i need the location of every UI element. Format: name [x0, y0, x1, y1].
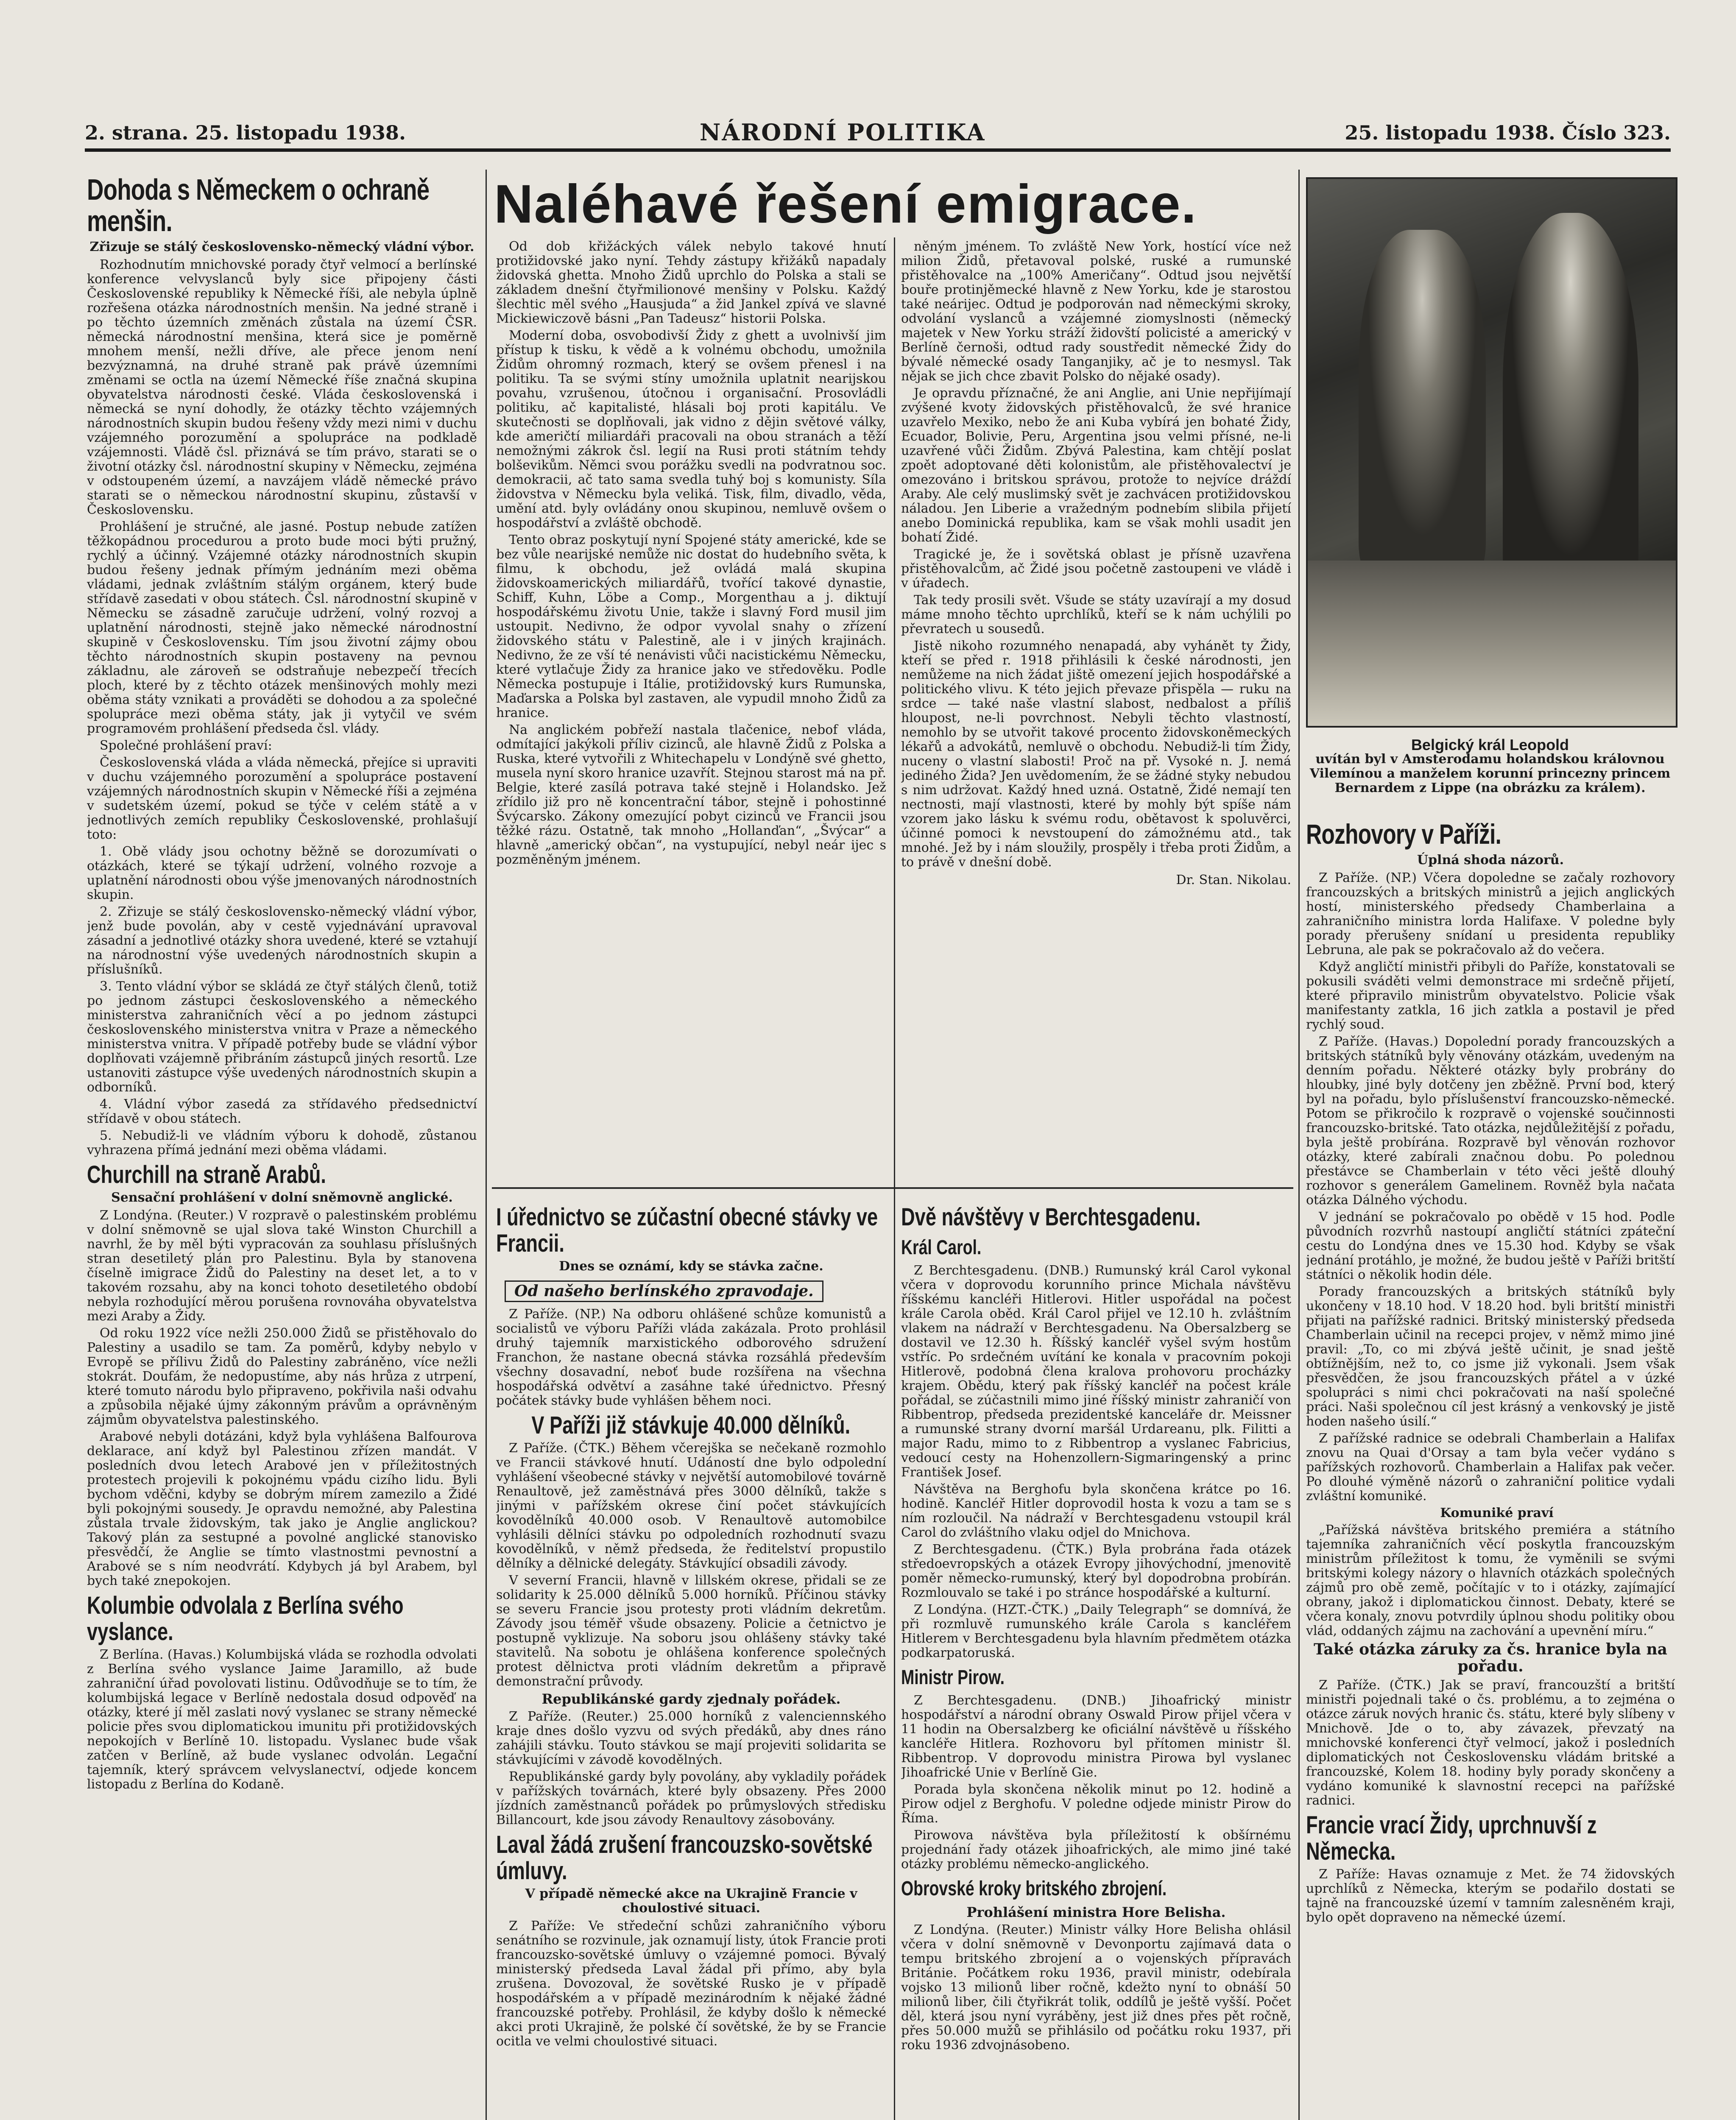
paragraph: V jednání se pokračovalo po obědě v 15 hod. Podle původních rozvrhů nastoupí angličtí státníci zpáteční cestu do Londýna dnes ve 15.30 hod. Kdyby se však jednání protáhlo, je možné, že budou ještě v Paříži britští státníci o několik hodin déle. [1306, 1210, 1675, 1282]
paragraph: „Pařížská návštěva britského premiéra a státního tajemníka zahraničních věcí poskytla francouzským ministrům příležitost k tomu, že vyměnili se svými britskými kolegy názory o hlavních otázkách společných zájmů pro obě země, počítajíc v to i otázky, zajímající obrany, jakož i diplomatickou činnost. Debaty, které se včera konaly, znovu potvrdily úplnou shodu politiky obou vlád, oddaných zájmu na zachování a upevnění míru.“ [1306, 1523, 1675, 1638]
column-3a [901, 1200, 1291, 2120]
column-4 [1306, 818, 1675, 2120]
subhead-strike-announcement: Dnes se oznámí, kdy se stávka začne. [559, 1259, 823, 1274]
paragraph: Společné prohlášení praví: [100, 738, 272, 753]
headline-minority-agreement: Dohoda s Německem o ochraně menšin. [87, 174, 430, 237]
column-2a [496, 240, 886, 1183]
paragraph: 1. Obě vlády jsou ochotny běžně se dorozumívati o otázkách, které se týkají udržení, volného rozvoje a uplatnění národnosti obou výše jmenovaných národnostních skupin. [87, 844, 477, 902]
column-divider [486, 170, 487, 2120]
paragraph: Z Berchtesgadenu. (DNB.) Jihoafrický ministr hospodářství a národní obrany Oswald Pirow přijel včera v 11 hodin na Obersalzberg ke oficiální návštěvě u říšského kancléře Hitlera. Rozhovoru byl přítomen ministr šl. Ribbentrop. V doprovodu ministra Pirowa byl vyslanec Jihoafrické Unie v Berlíně Gie. [901, 1693, 1291, 1780]
headline-paris-talks: Rozhovory v Paříži. [1306, 818, 1502, 850]
photo-figure [1359, 230, 1486, 577]
paragraph: Z Londýna. (Reuter.) V rozpravě o palestinském problému v dolní sněmovně se ujal slova také Winston Churchill a navrhl, že by měl býti vypracován za souhlasu příslušných stran desetiletý plán pro Palestinu. Byla by stanovena číselně imigrace Židů do Palestiny na deset let, a to v takovém rozsahu, aby na konci tohoto desetiletého období nebyla rozhodující měrou porušena rovnováha obyvatelstva mezi Araby a Židy. [87, 1208, 477, 1324]
headline-churchill: Churchill na straně Arabů. [87, 1161, 326, 1188]
paragraph: Tragické je, že i sovětská oblast je přísně uzavřena přistěhovalcům, ač Židé jsou početně zastoupeni ve vládě i v úřadech. [901, 547, 1291, 591]
paragraph: Z Paříže. (ČTK.) Jak se praví, francouzští a britští ministři pojednali také o čs. problému, a to zejména o otázce záruk nových hranic čs. státu, které byly slíbeny v Mnichově. Jde o to, aby závazek, převzatý na mnichovské konferenci čtyř velmocí, jakož i posledních diplomatických not Československu vládám britské a francouzské, Kolem 18. hodiny byly porady skončeny a vydáno komuniké k slavnostní recepci na pařížské radnici. [1306, 1678, 1675, 1808]
subhead-guarantee: Také otázka záruky za čs. hranice byla na pořadu. [1314, 1640, 1667, 1675]
caption-title: Belgický král Leopold [1411, 736, 1569, 753]
paragraph: Republikánské gardy byly povolány, aby vykladily pořádek v pařížských továrnách, které byly obsazeny. Přes 2000 jízdních zaměstnanců pořádek po průmyslových středisku Billancourt, kde jsou závody Renaultovy zásobovány. [496, 1769, 886, 1827]
article-churchill [87, 1208, 477, 1588]
column-divider [1298, 170, 1300, 2120]
photo-king-leopold [1306, 177, 1677, 728]
paragraph: Z Berlína. (Havas.) Kolumbijská vláda se rozhodla odvolati z Berlína svého vyslance Jaime Jaramillo, až bude zahraniční úřad povolovati listinu. Odůvodňuje se to tím, že kolumbijská legace v Berlíně nedostala dosud odpověď na otázky, které jí měl zaslati nový vyslanec se strany německé policie přes svou diplomatickou imunitu při protižidovských nepokojích v Berlíně 10. listopadu. Vyslanec bude však zatčen v Berlíně, až bude vyslanec odvolán. Legační tajemník, který správcem velvyslanectví, odjede koncem listopadu z Berlína do Kodaně. [87, 1647, 477, 1792]
subhead-laval: V případě německé akce na Ukrajině Francie v choulostivé situaci. [525, 1886, 857, 1916]
paragraph: Na anglickém pobřeží nastala tlačenice, nebof vláda, odmítající jakýkoli příliv cizinců, ale hlavně Židů z Polska a Ruska, které vytvořili z Whitechapelu v Londýně své ghetto, musela nyní skoro hranice uzavřít. Stejnou starost má na př. Belgie, které zasílá potrava také stejně i Holandsko. Jež zřídilo již pro ně koncentrační tábor, stejně i pohostinné Švýcarsko. Zákony omezující pobyt cizinců ve Francii jsou těžké rázu. Ostatně, tak mnoho „Hollanďan“, „Švýcar“ a hlavně „americký občan“, na vystupující, nebyl neár ijec s pozměněným jménem. [496, 722, 886, 867]
article-guarantee [1306, 1678, 1675, 1808]
headline-laval: Laval žádá zrušení francouzsko-sovětské úmluvy. [496, 1831, 873, 1885]
article-officials-strike [496, 1307, 886, 1408]
headline-colombia: Kolumbie odvolala z Berlína svého vyslance. [87, 1592, 404, 1646]
paragraph: Z Paříže. (NP.) Včera dopoledne se začaly rozhovory francouzských a britských ministrů a jejich anglických hostí, ministerského předsedy Chamberlaina a zahraničního ministra lorda Halifaxe. V poledne byly porady přerušeny snídaní u presidenta republiky Lebruna, ale pak se pokračovalo až do večera. [1306, 870, 1675, 957]
article-laval [496, 1919, 886, 2049]
paragraph: Rozhodnutím mnichovské porady čtyř velmocí a berlínské konference velvyslanců byly sice připojeny části Československé republiky k Německé říši, ale nebyla úplně rozřešena otázka národnostních menšin. Na jedné straně i po těchto územních změnách zůstala na území ČSR. německá národnostní menšina, která sice je poměrně mnohem menší, nežli dříve, ale přece jenom není bezvýznamná, na druhé straně pak právě územními změnami se octla na území Německé říše značná skupina obyvatelstva národnosti české. Vláda československá i německá se nyní dohodly, že otázky těchto vzájemných národnostních skupin budou řešeny vždy mezi nimi v duchu vzájemného porozumění a spolupráce na podkladě vzájemnosti. Vládě čsl. přiznává se tím právo, starati se o životní otázky čsl. národnostní skupiny v Německu, zejména v odstoupeném území, a navzájem vládě německé právo starati se o německou národnostní skupinu, zůstavší v Československu. [87, 257, 477, 517]
paragraph: Z Berchtesgadenu. (ČTK.) Byla probrána řada otázek středoevropských a otázek Evropy jihovýchodní, jmenovitě poměr německo-rumunský, který byl dopodrobna probírán. Rozmlouvalo se také i po stránce hospodářské a kulturní. [901, 1542, 1291, 1600]
paragraph: Z Paříže: Ve středeční schůzi zahraničního výboru senátního se rozvinule, jak oznamují listy, útok Francie proti francouzsko-sovětské úmluvy o vzájemné pomoci. Bývalý ministerský předseda Laval žádal při přímo, aby byla zrušena. Dovozoval, že sovětské Rusko je v případě hospodářském a v případě mezinárodním k nějaké žádné francouzské potřeby. Prohlásil, že kdyby došlo k německé akci proti Ukrajině, že polské čí sovětské, že by se Francie ocitla ve velmi choulostivé situaci. [496, 1919, 886, 2049]
caption-text: uvítán byl v Amsterodamu holandskou královnou Vilemínou a manželem korunní princezny princem Bernardem z Lippe (na obrázku za králem). [1309, 752, 1671, 795]
article-paris-strike [496, 1441, 886, 1689]
paragraph: Z Paříže. (Reuter.) 25.000 horníků z valenciennského kraje dnes došlo vyzvu od svých předáků, aby dnes ráno zahájili stávku. Touto stávkou se mají projeviti solidarita se stávkujícími v závodě kovodělných. [496, 1709, 886, 1767]
subhead-committee: Zřizuje se stálý československo-německý vládní výbor. [89, 240, 474, 254]
article-emigration-part2 [901, 240, 1291, 870]
column-1 [87, 174, 477, 2120]
article-king-carol [901, 1264, 1291, 1660]
paragraph: Jistě nikoho rozumného nenapadá, aby vyhánět ty Židy, kteří se před r. 1918 přihlásili k české národnosti, jen nemůžeme na nich žádat jiště omezení jejich hospodářské a politického vlivu. K této jejich převaze přispěla — ruku na srdce — také naše vlastní slabost, nedbalost a příliš hloupost, ne-li povrchnost. Nebyli těchto vlastností, nemohlo by se utvořit takové procento židovskoněmeckých lékařů a advokátů, nemluvě o obchodu. Nebudiž-li tím Židy, nuceny o vlastní slabosti! Proč na př. Vysoké n. J. nemá jediného Žida? Jen uvědomením, že se žádné styky nebudou s nim udržovat. Každý hned uzná. Ostatně, Židé nemají ten nectnosti, mají vlastnosti, které by mohly být spíše nám vzorem jako lásku k svému rodu, obětavost k spoluvěrci, účinné pomoci k nevstoupení do zámožnému atd., tak mnohé. Jež by i nám sloužily, prospěly i třeba proti Židům, a to právě v dnešní době. [901, 639, 1291, 870]
article-pirow [901, 1693, 1291, 1872]
masthead [85, 119, 1671, 152]
subhead-guards: Republikánské gardy zjednaly pořádek. [541, 1691, 841, 1707]
headline-pirow: Ministr Pirow. [901, 1666, 1005, 1689]
author-signature: Dr. Stan. Nikolau. [1176, 873, 1291, 887]
paragraph: Tak tedy prosili svět. Všude se státy uzavírají a my dosud máme mnoho těchto uprchlíků, kteří se k nám uchýlili po převratech u sousedů. [901, 593, 1291, 636]
paragraph: Z Paříže. (Havas.) Dopolední porady francouzských a britských státníků byly věnovány otázkám, uvedeným na denním pořadu. Některé otázky byly probrány do hloubky, jiné byly dotčeny jen zběžně. První bod, který byl na pořadu, bylo příslušenství francouzsko-německé. Potom se přikročilo k rozpravě o vojenské součinnosti francouzsko-britské. Tato otázka, nejdůležitější z pořadu, byla ještě probírána. Rozpravě byl věnován rozhovor otázky, které zabírali značnou dobu. Po polednou přestávce se Chamberlain v této věci ještě dlouhý rozhovor s generálem Gamelinem. Rovněž byla načata otázka Dálného východu. [1306, 1034, 1675, 1208]
paragraph: Z Paříže. (NP.) Na odboru ohlášené schůze komunistů a socialistů ve výboru Paříži vláda zakázala. Proto prohlásil druhý tajemník marxistického odborového sdružení Franchon, že nastane obecná stávka rozsáhlá především všechny dosavadní, neboť bude rozšířena na všechna hospodářská odvětví a zasáhne také úřednictvo. Přesný počátek stávky bude vyhlášen během noci. [496, 1307, 886, 1408]
article-paris-talks [1306, 871, 1675, 1638]
photo-figure [1503, 213, 1638, 594]
headline-officials-strike: I úřednictvo se zúčastní obecné stávky ve Francii. [496, 1203, 878, 1257]
paragraph: Z Berchtesgadenu. (DNB.) Rumunský král Carol vykonal včera v doprovodu korunního prince Michala návštěvu říšskému kancléři Hitlerovi. Hitler uspořádal na počest krále Carola oběd. Král Carol přijel ve 12.10 h. zvláštním vlakem na nádraží v Berchtesgadenu. Na Obersalzberg se dostavil ve 12.30 h. Říšský kancléř vyšel svým hostům vstříc. Po srdečném uvítání ke konala v pracovním pokoji Hitlerově, podobná člena kralova prohovoru procházky krajem. Obědu, který pak říšský kancléř na počest krále pořádal, se zúčastnili mimo jiné říšský ministr zahraničí von Ribbentrop, předseda prezidentské kanceláře dr. Meissner a rumunské strany dvorní maršál Urdareanu, plk. Filitti a major Radu, mimo to z Ribbentrop a vyslanec Fabricius, vedoucí cesty na Hohenzollern-Sigmaringenský a princ František Josef. [901, 1263, 1291, 1480]
paragraph: Od dob křižáckých válek nebylo takové hnutí protižidovské jako nyní. Tehdy zástupy křižáků napadaly židovská ghetta. Mnoho Židů uprchlo do Polska a stali se základem dnešní čtyřmilionové menšiny v Polsku. Každý šlechtic měl svého „Hausjuda“ a žid Jankel zpívá ve slavné Mickiewiczově básni „Pan Tadeusz“ historii Polska. [496, 240, 886, 326]
headline-france-returns-jews: Francie vrací Židy, uprchnuvší z Německa. [1306, 1811, 1597, 1865]
headline-king-carol: Král Carol. [901, 1236, 982, 1259]
article-minority-agreement [87, 258, 477, 1158]
headline-berchtesgaden: Dvě návštěvy v Berchtesgadenu. [901, 1203, 1201, 1231]
banner-headline: Naléhavé řešení emigrace. [494, 174, 1197, 234]
paragraph: Porady francouzských a britských státníků byly ukončeny v 18.10 hod. V 18.20 hod. byli britští ministři přijati na pařížské radnici. Britský ministerský předseda Chamberlain učinil na recepci projev, v němž mimo jiné pravil: „To, co mi zbývá ještě učinit, je snad ještě obtížnějším, než to, co jsme již vykonali. Jsem však přesvědčen, že jsou francouzských přátel a v úzké spolupráci s nimi chci pokračovati na naší společné práci. Naši společnou cíl jest krásný a venkovský je jistě hoden našeho úsilí.“ [1306, 1284, 1675, 1429]
photo-foreground [1308, 561, 1676, 726]
masthead-left: 2. strana. 25. listopadu 1938. [85, 121, 406, 144]
paragraph: 3. Tento vládní výbor se skládá ze čtyř stálých členů, totiž po jednom zástupci československého a německého ministerstva zahraničních věcí a po jednom zástupci československého ministerstva vnitra v Praze a německého ministerstva vnitra. V případě potřeby bude se vládní výbor doplňovati vzájemně přibráním zástupců jiných resortů. Lze ustanoviti zástupce výše uvedených národnostních skupin a odborníků. [87, 979, 477, 1095]
photo-caption [1306, 738, 1674, 795]
newspaper-title: NÁRODNÍ POLITIKA [700, 119, 986, 146]
article-emigration-part1 [496, 240, 886, 867]
paragraph: Když angličtí ministři přibyli do Paříže, konstatovali se pokusili sváděti velmi demonstrace mi srdečně přijetí, které připravilo ministrům obyvatelstvo. Policie však manifestanty zatkla, 16 jich zatkla a postavil je před rychlý soud. [1306, 960, 1675, 1032]
paragraph: Porada byla skončena několik minut po 12. hodině a Pirow odjel z Berghofu. V poledne odjede ministr Pirow do Říma. [901, 1782, 1291, 1826]
article-colombia [87, 1648, 477, 1792]
article-guards [496, 1710, 886, 1827]
paragraph: V severní Francii, hlavně v lillském okrese, přidali se ze solidarity k 25.000 dělníků 5.000 horníků. Příčinou stávky se severu Francie jsou protesty proti vládním dekretům. Závody jsou téměř všude obsazeny. Policie a četnictvo je postupně vyklizuje. Na soboru jsou ohlášeny stávky také stavitelů. Na sobotu je ohlášena konference společných protest dělnictva proti vládním dekretům a připravě demonstrační průvody. [496, 1573, 886, 1689]
headline-british-armament: Obrovské kroky britského zbrojení. [901, 1877, 1167, 1900]
paragraph: Návštěva na Berghofu byla skončena krátce po 16. hodině. Kancléř Hitler doprovodil hosta k vozu a tam se s ním rozloučil. Na nádraží v Berchtesgadenu vstoupil král Carol do zvláštního vlaku odjel do Mnichova. [901, 1482, 1291, 1540]
paragraph: Z Londýna. (Reuter.) Ministr války Hore Belisha ohlásil včera v dolní sněmovně v Devonportu zajímavá data o tempu britského zbrojení a o vojenských přípravách Británie. Počátkem roku 1936, pravil ministr, odebírala vojsko 13 milionů liber ročně, kdežto nyní to obnáší 50 milionů liber, čili čtyřikrát tolik, oddílů je ještě vyšší. Počet děl, která jsou nyní vyráběny, jest již dnes přes pět ročně, přes 50.000 mužů se přihlásilo od počátku roku 1937, při roku 1936 zdvojnásobeno. [901, 1922, 1291, 2053]
paragraph: Je opravdu příznačné, že ani Anglie, ani Unie nepřijímají zvýšené kvoty židovských přistěhovalců, že své hranice uzavřelo Mexiko, nebo že ani Kuba vybírá jen bohaté Židy, Ecuador, Bolivie, Peru, Argentina jsou velmi přísné, ne-li uzavřené vůči Židům. Zbývá Palestina, kam chtějí poslat zpoět adoptované děti kolonistům, ale přistěhovalectví je omezováno i britskou správou, protože to nejvíce dráždí Araby. Ale celý muslimský svět je zachvácen protižidovskou náladou. Jen Liberie a vražedným podnebím slibila přijetí anebo Dominická republika, kam se však mohli usadit jen bohatí Židé. [901, 386, 1291, 545]
paragraph: 4. Vládní výbor zasedá za střídavého předsednictví střídavě v obou státech. [87, 1097, 477, 1126]
column-2b [901, 240, 1291, 1183]
paragraph: Komuniké praví [1440, 1506, 1554, 1520]
column-2c [496, 1200, 886, 2120]
headline-paris-strike: V Paříži již stávkuje 40.000 dělníků. [531, 1411, 851, 1439]
correspondent-box: Od našeho berlínského zpravodaje. [505, 1280, 823, 1302]
paragraph: Od roku 1922 více nežli 250.000 Židů se přistěhovalo do Palestiny a usadilo se tam. Za poměrů, kdyby nebylo v Evropě se přílivu Židů do Palestiny zabráněno, více nežli stokrát. Doufám, že nedopustíme, aby nás hrůza z utrpení, které tomuto národu bylo připraveno, pokřivila naši odvahu a způsobila nějaké újmy zákonným právům a oprávněným zájmům obyvatelstva palestinského. [87, 1326, 477, 1427]
section-divider [492, 1187, 1293, 1189]
paragraph: Arabové nebyli dotázáni, když byla vyhlášena Balfourova deklarace, aní když byl Palestinou zřízen mandát. V posledních dvou letech Arabové jen v příležitostných protestech projevili k pokojnému vpádu cizího lidu. Byli bychom vděčni, kdyby se dobrým mírem zamezilo a Židé byli pokojnými sousedy. Je opravdu nemožné, aby Palestina zůstala trvale židovským, tak jako je Anglie anglickou? Takový plán za sestupné a povolné anglické stanovisko přesvědčí, že Anglie se tímto vlastnostmi pevnostní a Arabové se s ním neodvrátí. Kdybych já byl Arabem, byl bych také znepokojen. [87, 1429, 477, 1588]
paragraph: Prohlášení je stručné, ale jasné. Postup nebude zatížen těžkopádnou procedurou a proto bude moci býti pružný, rychlý a účinný. Vzájemné otázky národnostních skupin budou řešeny jednak přímým jednáním mezi oběma vládami, jednak zvláštním stálým orgánem, který bude střídavě zasedati v obou státech. Čsl. národnostní skupině v Německu se zásadně zaručuje udržení, volný rozvoj a uplatnění národnosti, stejně jako německé národnostní skupině v Československu. Tím jsou životní zájmy obou těchto národnostních skupin postaveny na pevnou základnu, ale zároveň se odstraňuje nebezpečí třecích ploch, které by z těchto otázek menšinových mohly mezi oběma státy vznikati a prováděti se dohodou a za společné spolupráce mezi oběma státy, jak ji vytyčil ve svém programovém prohlášení předseda čsl. vlády. [87, 519, 477, 736]
paragraph: Z Paříže: Havas oznamuje z Met. že 74 židovských uprchlíků z Německa, kterým se podařilo dostati se tajně na francouzské území v tamním zalesněném kraji, bylo opět dopraveno na německé území. [1306, 1867, 1675, 1925]
subhead-agreement: Úplná shoda názorů. [1417, 853, 1564, 868]
paragraph: Československá vláda a vláda německá, přejíce si upraviti v duchu vzájemného porozumění a spolupráce postavení vzájemných národnostních skupin v Německé říši a zejména v sudetském území, pokud se týče v celém státě a v jednotlivých zemích republiky Československé, prohlašují toto: [87, 755, 477, 842]
subhead-churchill: Sensační prohlášení v dolní sněmovně anglické. [111, 1190, 453, 1205]
article-british-armament [901, 1923, 1291, 2053]
paragraph: Moderní doba, osvobodivší Židy z ghett a uvolnivší jim přístup k tisku, k vědě a k volnému obchodu, umožnila Židům ohromný rozmach, který se ovšem přenesl i na politiku. Ta se svými stíny umožnila uplatnit nearijskou povahu, vzrušenou, útočnou i organisační. Prosovládli politiku, ač kapitalisté, hlásali boj proti kapitálu. Ve skutečnosti se doplňovali, jak vidno z dějin světové války, kde američtí miliardáři pracovali na obou stranách a těží nemožnými zákrok čsl. legií na Rusi proti státním tehdy bolševikům. Němci svou porážku svedli na podvratnou soc. demokracii, ač tato sama svedla tuhý boj s komunisty. Síla židovstva v Německu byla veliká. Tisk, film, divadlo, věda, umění atd. byly ovládány onou skupinou, nemluvě ovšem o hospodářství a zvláště obchodě. [496, 328, 886, 530]
paragraph: Pirowova návštěva byla příležitostí k obšírnému projednání řady otázek jihoafrických, ale mimo jiné také otázky problému německo-anglického. [901, 1828, 1291, 1872]
paragraph: Z pařížské radnice se odebrali Chamberlain a Halifax znovu na Quai d'Orsay a tam byla večer vydáno s pařížských rozhovorů. Chamberlain a Halifax pak večer. Po dlouhé výměně názorů o zahraniční politice vydali zvláštní komuniké. [1306, 1431, 1675, 1504]
subhead-hore-belisha: Prohlášení ministra Hore Belisha. [966, 1904, 1226, 1920]
paragraph: Z Paříže. (ČTK.) Během včerejška se nečekaně rozmohlo ve Francii stávkové hnutí. Udáností dne bylo odpolední vyhlášení všeobecné stávky v největší automobilové továrně Renaultově, jež zaměstnává přes 3000 dělníků, takže s jinými v pařížském okrese činí počet stávkujících kovodělníků 40.000 osob. V Renaultově automobilce vyhlásili dělníci stávku po odpoledních rozhodnutí svazu kovodělníků, v němž předseda, že ředitelství propustilo dělníky a dělnické delegáty. Stávkující obsadili závody. [496, 1441, 886, 1571]
paragraph: něným jménem. To zvláště New York, hostící více než milion Židů, přetavoval polské, ruské a rumunské přistěhovalce na „100% Američany“. Odtud jsou největší bouře protinjěmecké hlavně z New Yorku, kde je starostou také neárijec. Odtud je podporován nad německými skroky, odvolání vyslanců a vzájemné ziomyslnosti (německý majetek v New Yorku stráží židovští policisté a americký v Berlíně černoši, odtud rady soustředit německé Židy do bývalé německé osady Tanganjiky, ač je to nesmysl. Tak nějak se jich chce zbavit Polsko do nějaké osady). [901, 240, 1291, 384]
article-france-returns-jews [1306, 1867, 1675, 1925]
masthead-right: 25. listopadu 1938. Číslo 323. [1345, 121, 1671, 144]
paragraph: Z Londýna. (HZT.-ČTK.) „Daily Telegraph“ se domnívá, že při rozmluvě rumunského krále Carola s kancléřem Hitlerem v Berchtesgadenu byla hlavním předmětem otázka podkarpatoruská. [901, 1602, 1291, 1660]
paragraph: 2. Zřizuje se stálý československo-německý vládní výbor, jenž bude povolán, aby v cestě vyjednávání upravoval zásadní a jednotlivé otázky shora uvedené, které se vztahují na národnostní výše uvedených národnostních skupin a příslušníků. [87, 904, 477, 977]
column-divider [894, 237, 895, 2120]
paragraph: 5. Nebudiž-li ve vládním výboru k dohodě, zůstanou vyhrazena přímá jednání mezi oběma vládami. [87, 1128, 477, 1158]
paragraph: Tento obraz poskytují nyní Spojené státy americké, kde se bez vůle nearijské nemůže nic dostat do hudebního světa, k filmu, k obchodu, jež ovládá malá skupina židovskoamerických miliardářů, tvořící takové dynastie, Schiff, Kuhn, Löbe a Comp., Morgenthau a j. diktují hospodářskému životu Unie, takže i slavný Ford musil jim ustoupit. Nedivno, že odpor vyvolal snahy o zřízení židovského státu v Palestině, ale i v jiných krajinách. Nedivno, že ze vší té nenávisti vůči nacistickému Německu, které vytlačuje Židy za hranice jako ve středověku. Podle Německa postupuje i Itálie, protižidovský kurs Rumunska, Maďarska a Polska byl zastaven, ale vypudil mnoho Židů za hranice. [496, 533, 886, 720]
